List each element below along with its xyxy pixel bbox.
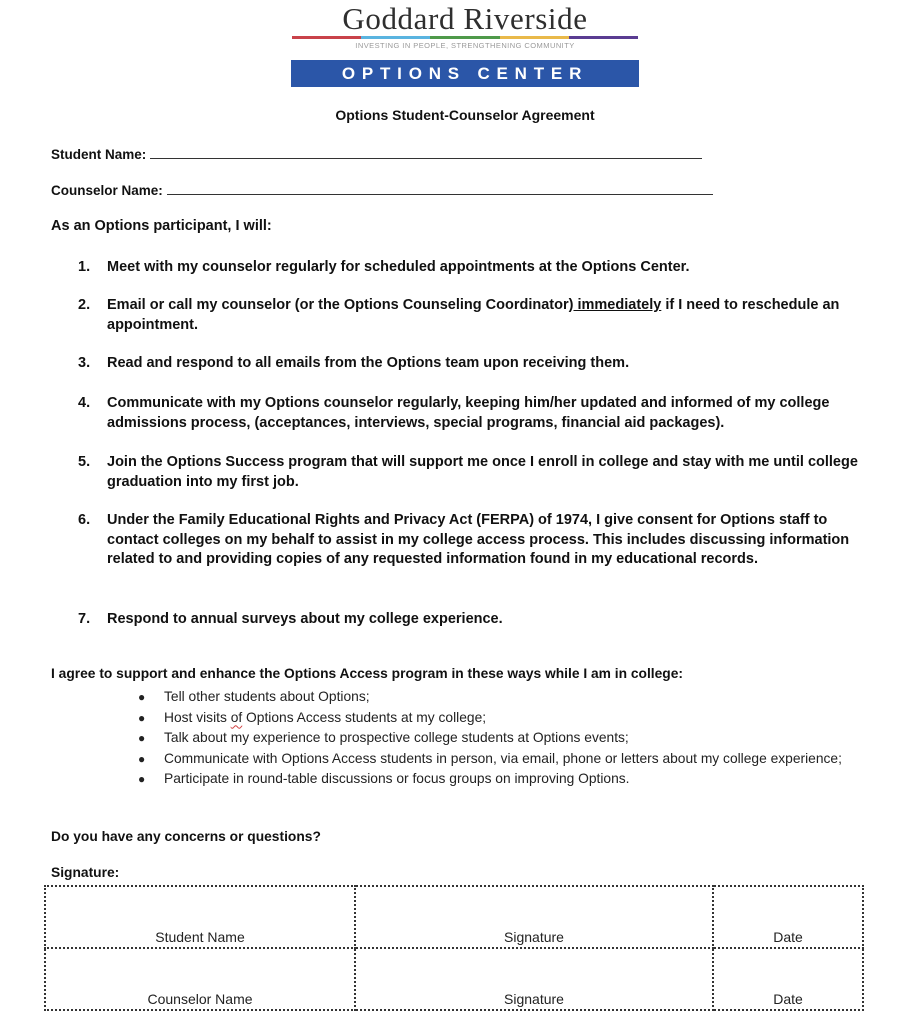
- counselor-name-blank-line[interactable]: [167, 182, 713, 195]
- commitment-item: [78, 453, 878, 492]
- support-list: [136, 687, 856, 790]
- support-list-item: [136, 687, 856, 708]
- concerns-question: Do you have any concerns or questions?: [51, 829, 321, 844]
- logo-rule-segment-purple: [569, 36, 638, 39]
- support-list-item: [136, 708, 856, 729]
- logo-banner: OPTIONS CENTER: [291, 60, 639, 87]
- bullet-icon: ●: [138, 731, 146, 745]
- commitment-number: 4.: [78, 395, 91, 411]
- commitment-number: 1.: [78, 259, 91, 275]
- bullet-icon: ●: [138, 690, 146, 704]
- commitment-item: [78, 394, 878, 433]
- student-signature-cell[interactable]: Signature: [355, 886, 713, 948]
- commitment-text: Under the Family Educational Rights and Privacy Act (FERPA) of 1974, I give consent for Options staff to contact colleges on my behalf to assist in my college access process. This includes discussing information related to and providing copies of any requested information found in my educational records.: [107, 512, 850, 567]
- commitment-number: 2.: [78, 297, 91, 313]
- commitment-item: [78, 258, 878, 278]
- signature-table: [44, 885, 864, 1011]
- counselor-name-cell[interactable]: Counselor Name: [45, 948, 355, 1010]
- commitment-text: [107, 296, 878, 335]
- support-item-text-after: Options Access students at my college;: [242, 709, 487, 725]
- logo-tagline: INVESTING IN PEOPLE, STRENGTHENING COMMUNITY: [355, 41, 575, 50]
- signature-row-student: [45, 886, 863, 948]
- commitment-item: [78, 354, 878, 374]
- bullet-icon: ●: [138, 751, 146, 766]
- bullet-icon: ●: [138, 772, 146, 786]
- signature-label: Signature:: [51, 865, 120, 880]
- commitment-text: Respond to annual surveys about my college experience.: [107, 611, 503, 627]
- counselor-date-cell[interactable]: Date: [713, 948, 863, 1010]
- bullet-icon: ●: [138, 710, 146, 725]
- commitment-text: Read and respond to all emails from the Options team upon receiving them.: [107, 355, 630, 371]
- logo-rule-segment-blue: [361, 36, 430, 39]
- support-item-text-before: Host visits: [164, 709, 231, 725]
- commitment-item: [78, 610, 878, 630]
- commitment-number: 6.: [78, 512, 91, 528]
- commitment-item: [78, 511, 878, 570]
- student-date-cell[interactable]: Date: [713, 886, 863, 948]
- commitment-number: 3.: [78, 355, 91, 371]
- support-item-text: [164, 708, 486, 729]
- commitment-item: [78, 296, 878, 335]
- support-list-item: [136, 769, 856, 790]
- student-name-blank-line[interactable]: [150, 146, 702, 159]
- commitment-number: 5.: [78, 454, 91, 470]
- commitment-text: Communicate with my Options counselor regularly, keeping him/her updated and informed of my college admissions process, (acceptances, interviews, special programs, financial aid packages).: [107, 395, 830, 431]
- emphasis-underlined-text: immediately: [573, 297, 662, 313]
- support-item-text: Participate in round-table discussions or focus groups on improving Options.: [164, 771, 630, 786]
- document-title: Options Student-Counselor Agreement: [335, 107, 595, 123]
- counselor-name-label: Counselor Name:: [51, 183, 163, 198]
- spellcheck-flagged-word[interactable]: of: [230, 709, 243, 725]
- student-name-label: Student Name:: [51, 147, 147, 162]
- student-name-cell[interactable]: Student Name: [45, 886, 355, 948]
- support-heading: I agree to support and enhance the Options Access program in these ways while I am in college:: [51, 666, 684, 681]
- student-name-field[interactable]: [51, 146, 702, 162]
- logo-organization-name: Goddard Riverside: [342, 1, 588, 36]
- support-list-item: [136, 749, 856, 770]
- commitment-text-before: Email or call my counselor (or the Options Counseling Coordinator): [107, 297, 574, 313]
- logo-rule-segment-green: [430, 36, 499, 39]
- logo-rule-segment-yellow: [500, 36, 569, 39]
- commitment-text-after: if I need to reschedule an appointment.: [107, 297, 840, 333]
- support-item-text: Tell other students about Options;: [164, 689, 370, 704]
- counselor-signature-cell[interactable]: Signature: [355, 948, 713, 1010]
- support-item-text: Talk about my experience to prospective college students at Options events;: [164, 730, 629, 745]
- commitment-text: Meet with my counselor regularly for scheduled appointments at the Options Center.: [107, 259, 690, 275]
- commitment-number: 7.: [78, 611, 91, 627]
- participant-intro: As an Options participant, I will:: [51, 218, 272, 234]
- organization-logo: [290, 2, 640, 87]
- logo-rule-segment-red: [292, 36, 361, 39]
- support-item-text: Communicate with Options Access students in person, via email, phone or letters about my college experience;: [164, 750, 842, 766]
- support-list-item: [136, 728, 856, 749]
- signature-row-counselor: [45, 948, 863, 1010]
- counselor-name-field[interactable]: [51, 182, 713, 198]
- logo-color-rule: [292, 36, 638, 39]
- commitment-text: Join the Options Success program that will support me once I enroll in college and stay with me until college graduation into my first job.: [107, 454, 858, 490]
